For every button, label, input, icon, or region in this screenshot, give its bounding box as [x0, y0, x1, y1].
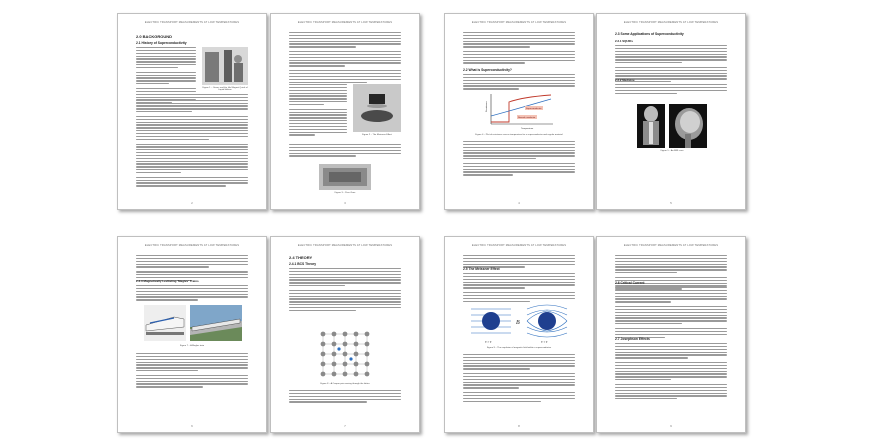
document-page-6[interactable]	[117, 236, 267, 433]
running-header: ELECTRIC TRANSPORT MEASUREMENTS AT LOW TEMPERATURES	[144, 21, 240, 24]
paragraph	[136, 353, 248, 388]
running-header: ELECTRIC TRANSPORT MEASUREMENTS AT LOW TEMPERATURES	[297, 21, 393, 24]
cooper-pair-electron	[349, 357, 352, 360]
paragraph	[615, 45, 727, 82]
figure-caption: Figure 1 – Onnes and the His Magnet Quick of Liquid Helium	[202, 87, 248, 91]
subsection-heading: 2.7 Josephson Effects	[615, 337, 650, 341]
paragraph	[463, 74, 575, 90]
paragraph	[615, 287, 727, 338]
meissner-effect-photo	[353, 84, 401, 132]
paragraph	[136, 94, 248, 187]
running-header: ELECTRIC TRANSPORT MEASUREMENTS AT LOW TEMPERATURES	[471, 244, 567, 247]
maglev-train-left-image	[144, 305, 186, 341]
magnetic-field-symbol: B	[516, 320, 520, 326]
figure-caption: Figure 5 – An MRI scan	[660, 150, 684, 152]
paragraph	[463, 32, 575, 64]
lattice-ion	[321, 372, 326, 377]
page-number: 2	[191, 202, 193, 205]
paragraph	[289, 84, 347, 136]
mri-scan-right-image	[669, 104, 707, 148]
paragraph	[463, 141, 575, 176]
figure-caption: Figure 8 – A Cooper pair moving through the lattice	[320, 383, 370, 385]
page-number: 7	[344, 425, 346, 428]
paragraph	[615, 343, 727, 399]
paragraph	[289, 144, 401, 157]
subsection-heading: 2.3.3 Magnetically Levitating 'Maglev' Trains	[136, 279, 199, 283]
lattice-ion	[354, 352, 359, 357]
figure-caption: Figure 3 – Pure Zone	[334, 192, 356, 194]
paragraph	[289, 390, 401, 403]
document-page-3[interactable]	[270, 13, 420, 210]
subsection-heading: 2.1 History of Superconductivity	[136, 41, 187, 45]
lattice-ion	[343, 342, 348, 347]
lattice-ion	[343, 362, 348, 367]
subsection-heading: 2.2 What is Superconductivity?	[463, 68, 512, 72]
subsection-heading: 2.3.1 SQUIDs	[615, 39, 633, 43]
page-number: 4	[518, 202, 520, 205]
figure-caption: Figure 4 – Plot of resistance versus temperature for a superconductor and regular material	[475, 134, 563, 136]
resistance-temperature-graph	[483, 90, 557, 132]
lattice-ion	[332, 342, 337, 347]
subsection-heading: 2.3.2 Medicine	[615, 78, 635, 82]
paragraph	[463, 255, 575, 268]
subsection-heading: 2.3 Some Applications of Superconductivity	[615, 32, 684, 36]
lattice-ion	[321, 342, 326, 347]
running-header: ELECTRIC TRANSPORT MEASUREMENTS AT LOW TEMPERATURES	[623, 244, 719, 247]
lattice-ion	[354, 362, 359, 367]
subsection-heading: 2.4.1 BCS Theory	[289, 262, 317, 266]
subsection-heading: 2.6 Critical Current	[615, 281, 645, 285]
lattice-ion	[365, 352, 370, 357]
paragraph	[463, 354, 575, 402]
lattice-ion	[365, 342, 370, 347]
lattice-ion	[332, 332, 337, 337]
document-page-7[interactable]	[270, 236, 420, 433]
onnes-photo	[202, 47, 248, 85]
paragraph	[289, 32, 401, 83]
cooper-pair-lattice-diagram	[315, 327, 375, 381]
figure-caption: Figure 2 – The Meissner Effect	[362, 134, 392, 136]
lattice-ion	[343, 352, 348, 357]
lattice-ion	[365, 362, 370, 367]
paragraph	[463, 273, 575, 302]
lattice-figure	[319, 164, 371, 190]
cooper-pair-electron	[337, 347, 340, 350]
lattice-ion	[321, 352, 326, 357]
figure-caption: Figure 7 – A Maglev train	[179, 345, 205, 347]
document-page-4[interactable]	[444, 13, 594, 210]
document-page-5[interactable]	[596, 13, 746, 210]
lattice-ion	[354, 342, 359, 347]
paragraph	[136, 285, 248, 301]
running-header: ELECTRIC TRANSPORT MEASUREMENTS AT LOW TEMPERATURES	[297, 244, 393, 247]
running-header: ELECTRIC TRANSPORT MEASUREMENTS AT LOW TEMPERATURES	[623, 21, 719, 24]
lattice-ion	[321, 362, 326, 367]
page-number: 6	[191, 425, 193, 428]
temperature-below-label: T < T	[541, 340, 548, 344]
page-number: 3	[344, 202, 346, 205]
running-header: ELECTRIC TRANSPORT MEASUREMENTS AT LOW TEMPERATURES	[144, 244, 240, 247]
lattice-ion	[365, 332, 370, 337]
lattice-ion	[332, 372, 337, 377]
document-page-9[interactable]	[596, 236, 746, 433]
meissner-field-diagram	[469, 299, 569, 345]
page-number: 9	[670, 425, 672, 428]
section-heading: 2.4 THEORY	[289, 255, 313, 260]
lattice-ion	[343, 372, 348, 377]
paragraph	[615, 84, 727, 94]
running-header: ELECTRIC TRANSPORT MEASUREMENTS AT LOW TEMPERATURES	[471, 21, 567, 24]
document-page-8[interactable]	[444, 236, 594, 433]
y-axis-label: Resistance	[486, 101, 488, 112]
lattice-ion	[343, 332, 348, 337]
lattice-ion	[332, 362, 337, 367]
lattice-ion	[354, 372, 359, 377]
figure-caption: Figure 9 – The expulsion of magnetic field within a superconductor	[486, 347, 552, 349]
lattice-ion	[332, 352, 337, 357]
page-number: 5	[670, 202, 672, 205]
lattice-ion	[354, 332, 359, 337]
x-axis-label: Temperature	[521, 128, 534, 130]
document-page-2[interactable]	[117, 13, 267, 210]
maglev-train-right-image	[190, 305, 242, 341]
graph-legend-label: Superconductor	[526, 108, 542, 110]
mri-scan-left-image	[637, 104, 665, 148]
page-number: 8	[518, 425, 520, 428]
paragraph	[136, 255, 248, 281]
section-heading: 2.0 BACKGROUND	[136, 34, 173, 39]
lattice-ion	[321, 332, 326, 337]
graph-legend-label: Normal conductor	[518, 117, 536, 119]
temperature-above-label: T > T	[485, 340, 492, 344]
paragraph	[289, 268, 401, 311]
lattice-ion	[365, 372, 370, 377]
subsection-heading: 2.5 The Meissner Effect	[463, 267, 500, 271]
